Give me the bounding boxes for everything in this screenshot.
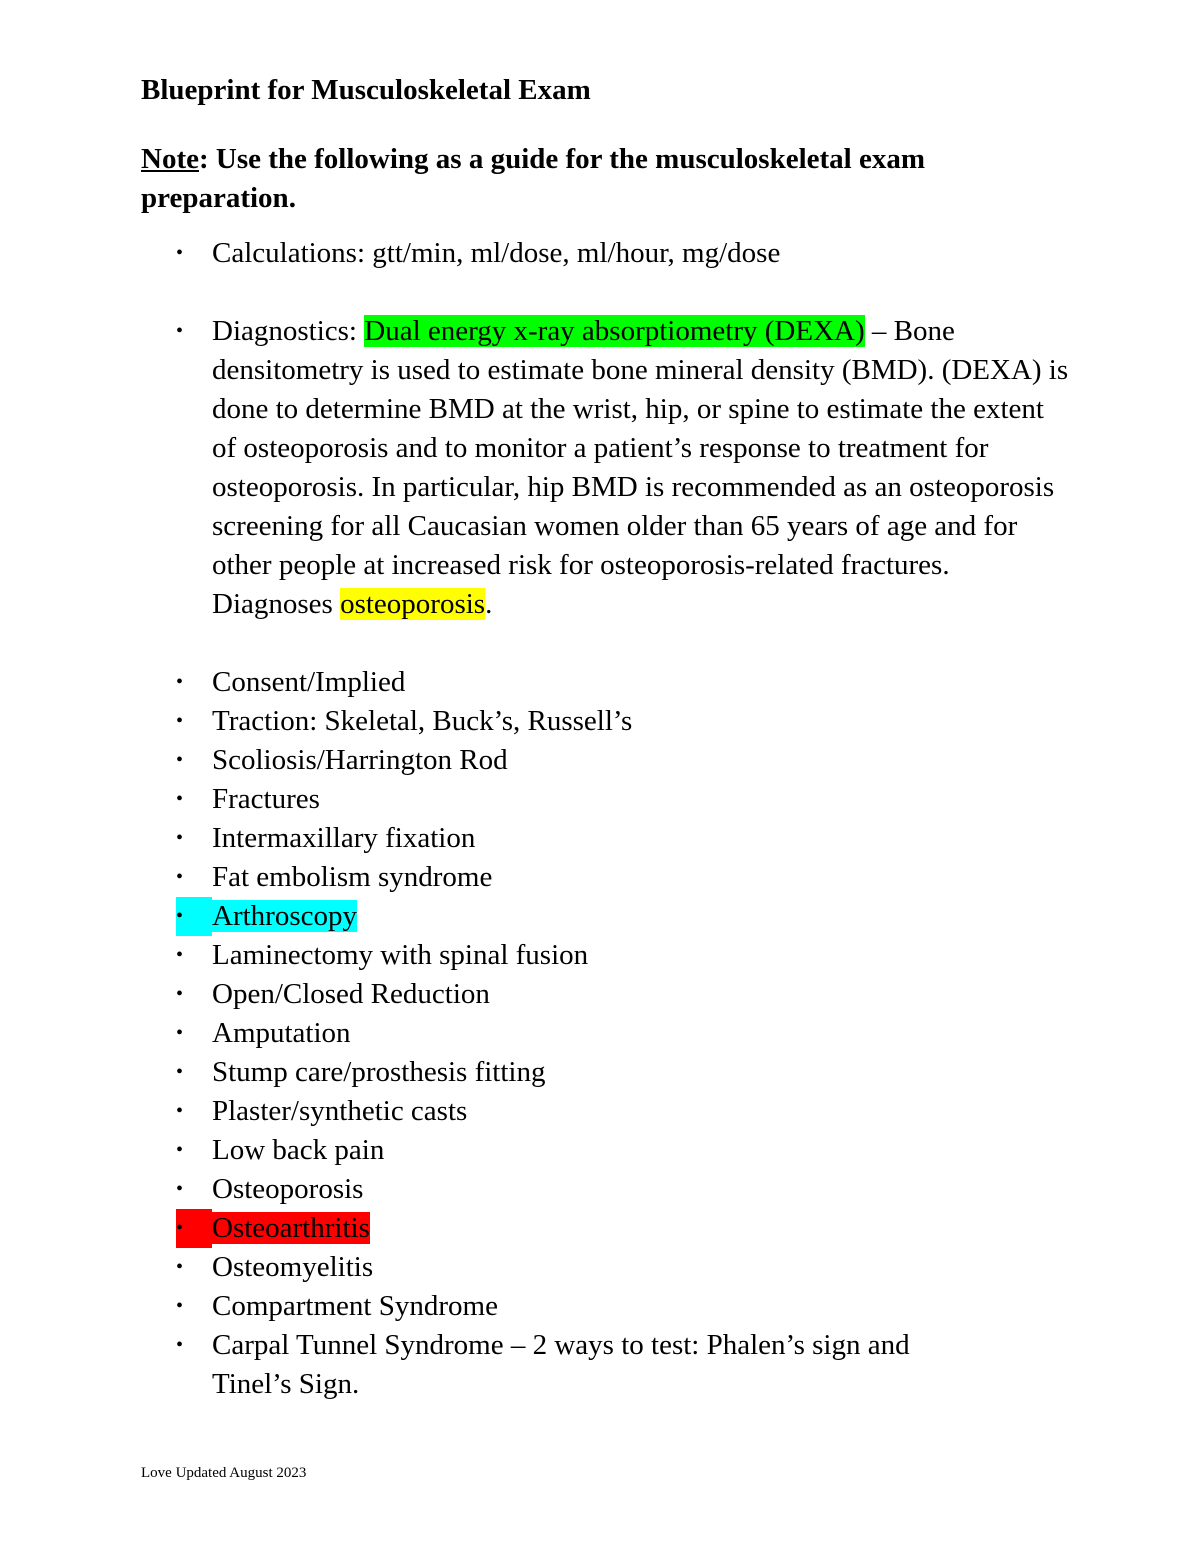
list-item-text: Fractures — [212, 783, 320, 815]
bullet-icon: • — [176, 1256, 184, 1278]
bullet-icon: • — [176, 710, 184, 732]
list-item — [141, 858, 1071, 897]
list-item — [141, 702, 1071, 741]
bullet-icon: • — [176, 671, 184, 693]
list-item-text: Traction: Skeletal, Buck’s, Russell’s — [212, 705, 633, 737]
list-item — [141, 1170, 1071, 1209]
list-item-text: Laminectomy with spinal fusion — [212, 939, 589, 971]
diagnostics-prefix: Diagnostics: — [212, 315, 365, 347]
list-item — [141, 819, 1071, 858]
note-label: Note — [141, 143, 199, 175]
list-item — [141, 741, 1071, 780]
bullet-icon: • — [176, 1178, 184, 1200]
list-item-text: Arthroscopy — [212, 900, 357, 932]
list-item-text: Osteoarthritis — [212, 1212, 370, 1244]
note-paragraph — [141, 140, 1071, 218]
bullet-icon: • — [176, 1217, 184, 1239]
list-item-text: Calculations: gtt/min, ml/dose, ml/hour, mg/dose — [212, 237, 781, 269]
topic-list-diagnostics — [141, 312, 1071, 624]
list-item-text: Amputation — [212, 1017, 351, 1049]
bullet-icon: • — [176, 1100, 184, 1122]
page-footer: Love Updated August 2023 — [141, 1465, 307, 1481]
page-title: Blueprint for Musculoskeletal Exam — [141, 74, 591, 106]
list-item-text: Compartment Syndrome — [212, 1290, 498, 1322]
bullet-icon: • — [176, 788, 184, 810]
bullet-icon: • — [176, 1334, 184, 1356]
bullet-icon: • — [176, 320, 184, 342]
list-item-text: Scoliosis/Harrington Rod — [212, 744, 508, 776]
list-item — [141, 1248, 1071, 1287]
list-item-text: Fat embolism syndrome — [212, 861, 493, 893]
bullet-icon: • — [176, 944, 184, 966]
list-item-text: Consent/Implied — [212, 666, 406, 698]
list-item-osteoarthritis — [141, 1209, 1071, 1248]
bullet-icon: • — [176, 1295, 184, 1317]
list-item-arthroscopy — [141, 897, 1071, 936]
list-item-calculations — [141, 234, 1071, 273]
list-item — [141, 1131, 1071, 1170]
list-item — [141, 1014, 1071, 1053]
list-item-text: Plaster/synthetic casts — [212, 1095, 468, 1127]
list-item — [141, 1053, 1071, 1092]
topic-list-main — [141, 663, 1071, 1404]
bullet-icon: • — [176, 1139, 184, 1161]
bullet-icon: • — [176, 866, 184, 888]
bullet-icon: • — [176, 905, 184, 927]
list-item — [141, 975, 1071, 1014]
dexa-highlight: Dual energy x-ray absorptiometry (DEXA) — [364, 315, 865, 347]
list-item — [141, 1287, 1071, 1326]
bullet-icon: • — [176, 827, 184, 849]
bullet-icon: • — [176, 1022, 184, 1044]
list-item-text: Osteoporosis — [212, 1173, 364, 1205]
list-item — [141, 1326, 1071, 1404]
list-item — [141, 1092, 1071, 1131]
bullet-icon: • — [176, 1061, 184, 1083]
list-item-text: Open/Closed Reduction — [212, 978, 490, 1010]
list-item-text: Carpal Tunnel Syndrome – 2 ways to test: Phalen’s sign and Tinel’s Sign. — [212, 1329, 910, 1400]
diagnostics-body: – Bone densitometry is used to estimate bone mineral density (BMD). (DEXA) is done to determine BMD at the wrist, hip, or spine to estimate the extent of osteoporosis and to monitor a patient’s response to treatment for osteoporosis. In particular, hip BMD is recommended as an osteoporosis screening for all Caucasian women older than 65 years of age and for other people at increased risk for osteoporosis-related fractures. Diagnoses — [212, 315, 1069, 620]
diagnostics-end: . — [485, 588, 493, 620]
list-item — [141, 936, 1071, 975]
list-item-text: Low back pain — [212, 1134, 385, 1166]
list-item-text: Intermaxillary fixation — [212, 822, 476, 854]
bullet-icon: • — [176, 983, 184, 1005]
topic-list-top — [141, 234, 1071, 273]
list-item — [141, 780, 1071, 819]
page-content — [141, 70, 1071, 1404]
osteoporosis-highlight: osteoporosis — [340, 588, 486, 620]
bullet-icon: • — [176, 242, 184, 264]
list-item-text: Stump care/prosthesis fitting — [212, 1056, 546, 1088]
list-item — [141, 663, 1071, 702]
note-text: : Use the following as a guide for the musculoskeletal exam preparation. — [141, 143, 926, 214]
list-item-diagnostics — [141, 312, 1071, 624]
list-item-text: Osteomyelitis — [212, 1251, 374, 1283]
bullet-icon: • — [176, 749, 184, 771]
